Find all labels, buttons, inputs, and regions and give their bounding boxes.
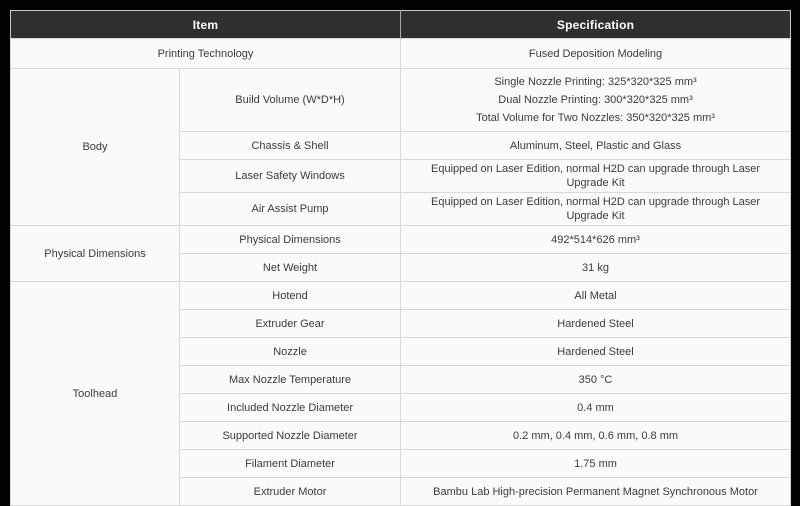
row-label-build-volume: Build Volume (W*D*H) [180,69,401,132]
row-label-net-weight: Net Weight [180,254,401,282]
row-value-build-volume [401,69,791,132]
build-volume-line-3: Total Volume for Two Nozzles: 350*320*325 mm³ [476,112,715,124]
row-value-extruder-gear: Hardened Steel [401,310,791,338]
row-label-filament-diameter: Filament Diameter [180,450,401,478]
table-row [11,282,791,310]
row-label-laser-safety-windows: Laser Safety Windows [180,160,401,193]
row-value-chassis-shell: Aluminum, Steel, Plastic and Glass [401,132,791,160]
row-value-nozzle: Hardened Steel [401,338,791,366]
column-header-item: Item [11,11,401,39]
column-header-specification: Specification [401,11,791,39]
build-volume-line-2: Dual Nozzle Printing: 300*320*325 mm³ [498,94,693,106]
spec-table [10,10,791,506]
row-label-hotend: Hotend [180,282,401,310]
row-value-supported-nozzle-diameter: 0.2 mm, 0.4 mm, 0.6 mm, 0.8 mm [401,422,791,450]
table-row [11,69,791,132]
row-value-laser-safety-windows: Equipped on Laser Edition, normal H2D can upgrade through Laser Upgrade Kit [401,160,791,193]
table-row [11,39,791,69]
row-label-included-nozzle-diameter: Included Nozzle Diameter [180,394,401,422]
row-label-nozzle: Nozzle [180,338,401,366]
row-label-printing-technology: Printing Technology [11,39,401,69]
row-label-air-assist-pump: Air Assist Pump [180,193,401,226]
row-value-included-nozzle-diameter: 0.4 mm [401,394,791,422]
table-header-row [11,11,791,39]
category-cell-physical-dimensions: Physical Dimensions [11,226,180,282]
row-label-supported-nozzle-diameter: Supported Nozzle Diameter [180,422,401,450]
row-value-extruder-motor: Bambu Lab High-precision Permanent Magnet Synchronous Motor [401,478,791,506]
row-value-net-weight: 31 kg [401,254,791,282]
row-label-physical-dimensions: Physical Dimensions [180,226,401,254]
row-label-extruder-motor: Extruder Motor [180,478,401,506]
category-cell-body: Body [11,69,180,226]
row-label-extruder-gear: Extruder Gear [180,310,401,338]
table-row [11,226,791,254]
row-value-printing-technology: Fused Deposition Modeling [401,39,791,69]
row-label-max-nozzle-temperature: Max Nozzle Temperature [180,366,401,394]
row-value-hotend: All Metal [401,282,791,310]
build-volume-line-1: Single Nozzle Printing: 325*320*325 mm³ [494,76,697,88]
row-label-chassis-shell: Chassis & Shell [180,132,401,160]
row-value-filament-diameter: 1.75 mm [401,450,791,478]
category-cell-toolhead: Toolhead [11,282,180,506]
row-value-physical-dimensions: 492*514*626 mm³ [401,226,791,254]
row-value-air-assist-pump: Equipped on Laser Edition, normal H2D can upgrade through Laser Upgrade Kit [401,193,791,226]
row-value-max-nozzle-temperature: 350 °C [401,366,791,394]
